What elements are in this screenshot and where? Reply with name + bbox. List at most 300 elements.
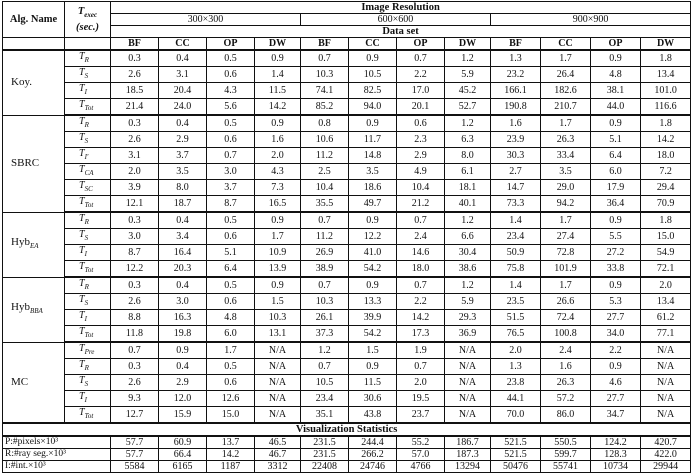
value-cell: 0.9 [255, 212, 301, 229]
dataset-header-row [3, 38, 691, 51]
value-cell: 1.9 [397, 342, 445, 359]
value-cell: 5.1 [591, 132, 641, 148]
resolution-900 [491, 14, 691, 26]
stat-value-cell: 231.5 [301, 449, 349, 461]
value-cell: 20.3 [159, 261, 207, 278]
dataset-header-bf: BF [491, 38, 541, 51]
value-cell: 15.0 [641, 229, 691, 245]
value-cell: 72.4 [541, 310, 591, 326]
timing-symbol [65, 326, 111, 343]
timing-symbol [65, 261, 111, 278]
value-cell: 0.9 [255, 115, 301, 132]
timing-symbol-main: T [79, 278, 85, 289]
value-cell: 29.3 [445, 310, 491, 326]
resolution-300 [111, 14, 301, 26]
table-row [3, 326, 691, 343]
algorithm-name [3, 212, 65, 277]
value-cell: N/A [445, 359, 491, 375]
value-cell: 8.8 [111, 310, 159, 326]
value-cell: 36.9 [445, 326, 491, 343]
dataset-header-op: OP [207, 38, 255, 51]
value-cell: 77.1 [641, 326, 691, 343]
value-cell: 9.3 [111, 391, 159, 407]
value-cell: 45.2 [445, 83, 491, 99]
value-cell: 33.8 [591, 261, 641, 278]
value-cell: 1.8 [641, 50, 691, 67]
value-cell: 26.6 [541, 294, 591, 310]
value-cell: 18.5 [111, 83, 159, 99]
stat-value-cell: 128.3 [591, 449, 641, 461]
timing-symbol [65, 83, 111, 99]
table-row [3, 212, 691, 229]
value-cell: 5.1 [207, 245, 255, 261]
value-cell: 35.1 [301, 407, 349, 424]
value-cell: 0.7 [397, 277, 445, 294]
value-cell: 36.4 [591, 196, 641, 213]
stat-value-cell: 521.5 [491, 449, 541, 461]
value-cell: 0.5 [207, 115, 255, 132]
stat-value-cell: 3312 [255, 461, 301, 473]
value-cell: 21.4 [111, 99, 159, 116]
stat-value-cell: 66.4 [159, 449, 207, 461]
timing-symbol-subscript: SC [84, 185, 93, 193]
value-cell: 0.5 [207, 359, 255, 375]
value-cell: 27.7 [591, 310, 641, 326]
value-cell: 7.3 [255, 180, 301, 196]
value-cell: 0.4 [159, 359, 207, 375]
stat-value-cell: 46.7 [255, 449, 301, 461]
table-row [3, 115, 691, 132]
value-cell: 0.3 [111, 359, 159, 375]
value-cell: 0.9 [349, 115, 397, 132]
value-cell: 23.4 [301, 391, 349, 407]
value-cell: 1.3 [491, 50, 541, 67]
stat-label: I:#int.×10³ [3, 461, 111, 473]
resolution-label: 300×300 [187, 14, 224, 25]
value-cell: 0.9 [349, 212, 397, 229]
value-cell: 14.2 [397, 310, 445, 326]
value-cell: 34.7 [591, 407, 641, 424]
value-cell: 5.9 [445, 67, 491, 83]
value-cell: 3.5 [349, 164, 397, 180]
stat-value-cell: 420.7 [641, 436, 691, 449]
value-cell: N/A [641, 375, 691, 391]
value-cell: 26.4 [541, 67, 591, 83]
table-row [3, 164, 691, 180]
algorithm-name-text: Hyb [11, 235, 30, 248]
value-cell: 23.8 [491, 375, 541, 391]
value-cell: 54.9 [641, 245, 691, 261]
timing-symbol [65, 310, 111, 326]
algorithm-name-text: Hyb [11, 300, 30, 313]
value-cell: 0.7 [111, 342, 159, 359]
value-cell: 11.2 [301, 229, 349, 245]
algorithm-name [3, 50, 65, 115]
value-cell: N/A [255, 407, 301, 424]
stat-value-cell: 13.7 [207, 436, 255, 449]
timing-symbol-subscript: I [84, 396, 87, 404]
algorithm-name [3, 115, 65, 212]
value-cell: 27.7 [591, 391, 641, 407]
stat-value-cell: 55741 [541, 461, 591, 473]
dataset-header-cc: CC [159, 38, 207, 51]
value-cell: 30.3 [491, 148, 541, 164]
value-cell: 8.7 [207, 196, 255, 213]
value-cell: N/A [445, 375, 491, 391]
value-cell: 21.2 [397, 196, 445, 213]
value-cell: 1.6 [491, 115, 541, 132]
value-cell: 11.5 [255, 83, 301, 99]
value-cell: 2.2 [591, 342, 641, 359]
value-cell: 10.5 [301, 375, 349, 391]
value-cell: 75.8 [491, 261, 541, 278]
table-row [3, 342, 691, 359]
value-cell: 0.6 [207, 132, 255, 148]
value-cell: 70.0 [491, 407, 541, 424]
value-cell: 8.0 [445, 148, 491, 164]
value-cell: 4.8 [591, 67, 641, 83]
value-cell: 2.5 [301, 164, 349, 180]
value-cell: 23.7 [397, 407, 445, 424]
value-cell: 2.6 [111, 67, 159, 83]
value-cell: 1.7 [255, 229, 301, 245]
value-cell: 72.1 [641, 261, 691, 278]
timing-symbol [65, 407, 111, 424]
resolution-600 [301, 14, 491, 26]
algorithm-name-text: MC [11, 375, 29, 388]
value-cell: 33.4 [541, 148, 591, 164]
table-row [3, 83, 691, 99]
timing-symbol-subscript: Tot [84, 104, 94, 112]
value-cell: 1.4 [491, 277, 541, 294]
value-cell: 6.1 [445, 164, 491, 180]
timing-symbol-main: T [79, 196, 85, 207]
value-cell: 10.4 [397, 180, 445, 196]
value-cell: 18.6 [349, 180, 397, 196]
value-cell: 10.3 [301, 67, 349, 83]
value-cell: 29.0 [541, 180, 591, 196]
value-cell: 5.6 [207, 99, 255, 116]
value-cell: 12.0 [159, 391, 207, 407]
value-cell: 1.2 [445, 277, 491, 294]
value-cell: 43.8 [349, 407, 397, 424]
algorithm-name-subscript: EA [29, 242, 39, 251]
value-cell: 12.7 [111, 407, 159, 424]
timing-symbol [65, 212, 111, 229]
value-cell: 16.4 [159, 245, 207, 261]
timing-symbol-subscript: I' [84, 153, 89, 161]
value-cell: 1.8 [641, 212, 691, 229]
value-cell: 4.9 [397, 164, 445, 180]
value-cell: N/A [445, 342, 491, 359]
value-cell: 0.9 [591, 277, 641, 294]
value-cell: 0.5 [207, 277, 255, 294]
timing-symbol-subscript: Tot [84, 412, 94, 420]
stat-value-cell: 422.0 [641, 449, 691, 461]
timing-symbol-subscript: S [84, 137, 89, 145]
value-cell: 1.5 [255, 294, 301, 310]
table-row [3, 196, 691, 213]
stat-value-cell: 521.5 [491, 436, 541, 449]
dataset-header-op: OP [591, 38, 641, 51]
value-cell: 17.9 [591, 180, 641, 196]
value-cell: 2.3 [397, 132, 445, 148]
value-cell: 19.8 [159, 326, 207, 343]
value-cell: 0.9 [591, 115, 641, 132]
value-cell: 11.8 [111, 326, 159, 343]
timing-symbol [65, 132, 111, 148]
value-cell: 17.0 [397, 83, 445, 99]
algorithm-name-text: SBRC [11, 157, 40, 169]
value-cell: 2.0 [111, 164, 159, 180]
timing-symbol-subscript: R [84, 218, 89, 226]
value-cell: 3.7 [159, 148, 207, 164]
timing-symbol [65, 229, 111, 245]
value-cell: 6.4 [591, 148, 641, 164]
stat-value-cell: 6165 [159, 461, 207, 473]
value-cell: 0.9 [591, 50, 641, 67]
timing-symbol-main: T [79, 132, 85, 143]
visualization-row [3, 461, 691, 473]
value-cell: 0.4 [159, 212, 207, 229]
timing-symbol-subscript: Tot [84, 266, 94, 274]
timing-symbol-subscript: I [84, 250, 87, 258]
timing-symbol-main: T [79, 51, 85, 62]
value-cell: 85.2 [301, 99, 349, 116]
value-cell: 0.7 [397, 212, 445, 229]
value-cell: 3.1 [111, 148, 159, 164]
value-cell: 24.0 [159, 99, 207, 116]
value-cell: 1.7 [541, 50, 591, 67]
timing-symbol-subscript: S [84, 72, 89, 80]
value-cell: 2.0 [255, 148, 301, 164]
value-cell: 1.4 [255, 67, 301, 83]
value-cell: 19.5 [397, 391, 445, 407]
value-cell: 76.5 [491, 326, 541, 343]
value-cell: 0.3 [111, 277, 159, 294]
value-cell: N/A [641, 342, 691, 359]
timing-symbol-main: T [79, 213, 85, 224]
value-cell: 54.2 [349, 261, 397, 278]
image-resolution-header [111, 2, 691, 14]
value-cell: 0.6 [207, 229, 255, 245]
value-cell: 0.6 [397, 115, 445, 132]
value-cell: 14.6 [397, 245, 445, 261]
value-cell: 3.0 [159, 294, 207, 310]
value-cell: 2.9 [159, 132, 207, 148]
value-cell: 0.9 [255, 50, 301, 67]
value-cell: 54.2 [349, 326, 397, 343]
value-cell: 11.7 [349, 132, 397, 148]
value-cell: 2.2 [397, 67, 445, 83]
stat-value-cell: 57.0 [397, 449, 445, 461]
t-exec-subscript: exec [84, 11, 98, 20]
timing-symbol-subscript: I [84, 315, 87, 323]
value-cell: 10.3 [255, 310, 301, 326]
timing-body [3, 50, 691, 423]
value-cell: 1.5 [349, 342, 397, 359]
value-cell: 4.8 [207, 310, 255, 326]
value-cell: 0.7 [301, 212, 349, 229]
value-cell: 1.7 [541, 115, 591, 132]
value-cell: 101.9 [541, 261, 591, 278]
value-cell: 6.6 [445, 229, 491, 245]
value-cell: 5.9 [445, 294, 491, 310]
table-row [3, 375, 691, 391]
value-cell: 38.1 [591, 83, 641, 99]
value-cell: 13.9 [255, 261, 301, 278]
timing-symbol [65, 342, 111, 359]
stat-value-cell: 60.9 [159, 436, 207, 449]
value-cell: 39.9 [349, 310, 397, 326]
table-row [3, 245, 691, 261]
value-cell: 0.3 [111, 212, 159, 229]
table-row [3, 359, 691, 375]
visualization-row [3, 449, 691, 461]
value-cell: 20.1 [397, 99, 445, 116]
value-cell: 18.7 [159, 196, 207, 213]
timing-symbol-subscript: S [84, 234, 89, 242]
stat-value-cell: 29944 [641, 461, 691, 473]
value-cell: 3.1 [159, 67, 207, 83]
value-cell: 0.6 [207, 375, 255, 391]
table-row [3, 407, 691, 424]
data-set-header [111, 26, 691, 38]
timing-symbol [65, 294, 111, 310]
timing-symbol-main: T [79, 164, 85, 175]
dataset-header-cc: CC [349, 38, 397, 51]
value-cell: 23.4 [491, 229, 541, 245]
dataset-header-dw: DW [641, 38, 691, 51]
value-cell: 3.7 [207, 180, 255, 196]
value-cell: 10.4 [301, 180, 349, 196]
value-cell: 2.2 [397, 294, 445, 310]
stat-label: P:#pixels×10³ [3, 436, 111, 449]
value-cell: 2.0 [641, 277, 691, 294]
table-row [3, 261, 691, 278]
visualization-title-text: Visualization Statistics [295, 424, 398, 435]
stat-value-cell: 186.7 [445, 436, 491, 449]
value-cell: 40.1 [445, 196, 491, 213]
value-cell: 116.6 [641, 99, 691, 116]
value-cell: 0.9 [591, 212, 641, 229]
stat-value-cell: 13294 [445, 461, 491, 473]
value-cell: 0.7 [397, 359, 445, 375]
value-cell: 74.1 [301, 83, 349, 99]
value-cell: 1.6 [255, 132, 301, 148]
alg-name-label: Alg. Name [9, 14, 58, 25]
value-cell: 0.3 [111, 50, 159, 67]
value-cell: 13.1 [255, 326, 301, 343]
timing-symbol-subscript: R [84, 56, 89, 64]
value-cell: 51.5 [491, 310, 541, 326]
dataset-header-dw: DW [445, 38, 491, 51]
stat-value-cell: 5584 [111, 461, 159, 473]
value-cell: 12.2 [111, 261, 159, 278]
timing-symbol-subscript: R [84, 121, 89, 129]
value-cell: 13.4 [641, 67, 691, 83]
value-cell: 0.5 [207, 50, 255, 67]
stat-value-cell: 55.2 [397, 436, 445, 449]
value-cell: 27.2 [591, 245, 641, 261]
timing-symbol-subscript: R [84, 283, 89, 291]
timing-symbol-main: T [79, 116, 85, 127]
value-cell: 0.9 [159, 342, 207, 359]
dataset-header-dw: DW [255, 38, 301, 51]
value-cell: 14.2 [641, 132, 691, 148]
visualization-row [3, 436, 691, 449]
value-cell: 18.0 [397, 261, 445, 278]
table-row [3, 67, 691, 83]
visualization-title-row [3, 423, 691, 436]
value-cell: 1.2 [445, 50, 491, 67]
table-row [3, 50, 691, 67]
stat-value-cell: 57.7 [111, 449, 159, 461]
value-cell: 2.4 [397, 229, 445, 245]
table-row [3, 229, 691, 245]
value-cell: 26.3 [541, 132, 591, 148]
value-cell: 1.2 [445, 115, 491, 132]
value-cell: 12.1 [111, 196, 159, 213]
value-cell: 2.6 [111, 375, 159, 391]
value-cell: 94.0 [349, 99, 397, 116]
value-cell: 0.7 [397, 50, 445, 67]
value-cell: 1.7 [541, 277, 591, 294]
value-cell: 10.3 [301, 294, 349, 310]
timing-table [2, 1, 691, 473]
value-cell: N/A [255, 359, 301, 375]
table-row [3, 148, 691, 164]
value-cell: 0.7 [301, 277, 349, 294]
value-cell: 6.3 [445, 132, 491, 148]
algorithm-name [3, 342, 65, 423]
timing-symbol [65, 67, 111, 83]
value-cell: N/A [641, 391, 691, 407]
timing-symbol [65, 99, 111, 116]
value-cell: 14.8 [349, 148, 397, 164]
value-cell: 2.0 [397, 375, 445, 391]
timing-symbol [65, 164, 111, 180]
value-cell: 0.9 [349, 359, 397, 375]
value-cell: 0.8 [301, 115, 349, 132]
timing-symbol-main: T [79, 310, 85, 321]
value-cell: 29.4 [641, 180, 691, 196]
stat-value-cell: 57.7 [111, 436, 159, 449]
value-cell: 5.5 [591, 229, 641, 245]
empty-cell [3, 38, 65, 51]
stat-value-cell: 14.2 [207, 449, 255, 461]
timing-symbol-main: T [79, 245, 85, 256]
timing-symbol [65, 50, 111, 67]
empty-cell [65, 38, 111, 51]
table-row [3, 99, 691, 116]
stat-value-cell: 124.2 [591, 436, 641, 449]
image-resolution-label: Image Resolution [361, 2, 440, 13]
resolution-label: 600×600 [377, 14, 414, 25]
visualization-body [3, 423, 691, 473]
value-cell: 18.0 [641, 148, 691, 164]
table-row [3, 277, 691, 294]
value-cell: 61.2 [641, 310, 691, 326]
value-cell: 2.9 [159, 375, 207, 391]
timing-symbol-main: T [79, 294, 85, 305]
dataset-header-bf: BF [111, 38, 159, 51]
value-cell: 16.3 [159, 310, 207, 326]
value-cell: 0.4 [159, 50, 207, 67]
value-cell: 1.7 [541, 212, 591, 229]
value-cell: 3.0 [207, 164, 255, 180]
t-exec-unit: (sec.) [75, 21, 100, 33]
